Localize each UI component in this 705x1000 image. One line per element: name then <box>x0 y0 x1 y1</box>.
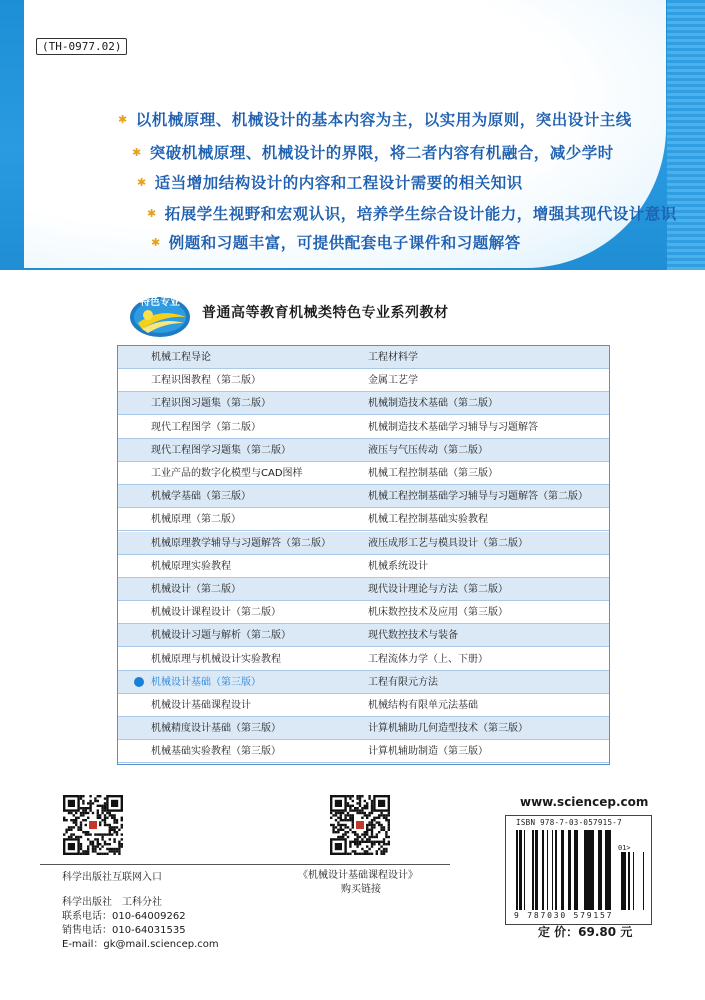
book-title-left: 工业产品的数字化模型与CAD图样 <box>151 468 303 479</box>
feature-text: 以机械原理、机械设计的基本内容为主，以实用为原则，突出设计主线 <box>135 111 632 129</box>
book-row <box>118 648 609 671</box>
book-row <box>118 671 609 694</box>
book-list-table <box>117 345 610 765</box>
isbn-text: ISBN 978-7-03-057915-7 <box>516 818 622 827</box>
feature-text: 适当增加结构设计的内容和工程设计需要的相关知识 <box>154 174 523 192</box>
book-title-left: 机械工程导论 <box>151 352 211 363</box>
book-title-left: 机械设计习题与解析（第二版） <box>151 630 291 642</box>
feature-line-3 <box>137 171 523 193</box>
book-title-left: 机械精度设计基础（第三版） <box>151 723 281 735</box>
series-logo <box>128 287 192 339</box>
qr2-caption-title: 《机械设计基础课程设计》 <box>298 870 418 881</box>
book-row <box>118 439 609 462</box>
book-row <box>118 578 609 601</box>
book-row <box>118 532 609 555</box>
star-icon: ✱ <box>137 176 147 189</box>
book-title-right: 计算机辅助几何造型技术（第三版） <box>368 723 528 735</box>
publisher-name: 科学出版社 工科分社 <box>62 897 162 908</box>
series-badge-text: 特色专业 <box>140 297 180 308</box>
series-title: 普通高等教育机械类特色专业系列教材 <box>202 305 449 321</box>
book-title-left: 现代工程图学（第二版） <box>151 421 261 433</box>
banner-stripes <box>667 0 705 270</box>
barcode-bars <box>514 830 646 912</box>
book-row <box>118 694 609 717</box>
book-title-left: 机械基础实验教程（第三版） <box>151 746 281 758</box>
star-icon: ✱ <box>147 207 157 220</box>
contact-phone: 联系电话：010-64009262 <box>62 911 186 922</box>
star-icon: ✱ <box>132 146 142 159</box>
book-row <box>118 508 609 531</box>
book-title-right: 工程材料学 <box>368 352 418 363</box>
book-title-right: 工程有限元方法 <box>368 676 438 688</box>
book-title-left: 现代工程图学习题集（第二版） <box>151 444 291 456</box>
feature-line-5 <box>151 231 521 253</box>
qr-code-purchase <box>330 795 390 855</box>
book-title-right: 机械结构有限单元法基础 <box>368 700 478 711</box>
barcode-addon-text: 01> <box>618 844 631 852</box>
website-url: www.sciencep.com <box>520 795 649 809</box>
book-title-left: 机械设计基础（第三版） <box>151 676 261 688</box>
feature-line-1 <box>118 108 632 130</box>
book-row <box>118 416 609 439</box>
book-title-left: 机械设计课程设计（第二版） <box>151 607 281 619</box>
ean-digits: 9 787030 579157 <box>514 911 614 920</box>
book-row <box>118 717 609 740</box>
contact-email: E-mail：gk@mail.sciencep.com <box>62 939 219 950</box>
feature-line-4 <box>147 202 677 224</box>
book-title-left: 工程识图教程（第二版） <box>151 375 261 387</box>
book-title-right: 液压与气压传动（第二版） <box>368 444 488 456</box>
feature-text: 例题和习题丰富，可提供配套电子课件和习题解答 <box>168 234 521 252</box>
book-row <box>118 346 609 369</box>
book-title-right: 机械工程控制基础学习辅导与习题解答（第二版） <box>368 491 588 503</box>
feature-text: 突破机械原理、机械设计的界限，将二者内容有机融合，减少学时 <box>149 144 614 162</box>
book-title-right: 机械制造技术基础学习辅导与习题解答 <box>368 421 538 433</box>
feature-line-2 <box>132 141 614 163</box>
book-title-right: 计算机辅助制造（第三版） <box>368 746 488 758</box>
book-title-left: 工程识图习题集（第二版） <box>151 398 271 410</box>
catalog-code: (TH-0977.02) <box>36 38 127 55</box>
book-title-right: 机械工程控制基础实验教程 <box>368 514 488 526</box>
book-title-left: 机械设计（第二版） <box>151 584 241 595</box>
book-title-right: 机械制造技术基础（第二版） <box>368 398 498 410</box>
book-row <box>118 485 609 508</box>
book-row <box>118 601 609 624</box>
book-title-left: 机械原理（第二版） <box>151 514 241 526</box>
book-title-left: 机械原理教学辅导与习题解答（第二版） <box>151 537 331 549</box>
book-title-right: 现代设计理论与方法（第二版） <box>368 584 508 595</box>
book-title-left: 机械学基础（第三版） <box>151 491 251 503</box>
book-title-left: 机械设计基础课程设计 <box>151 700 251 711</box>
divider-line <box>40 864 450 865</box>
book-title-right: 工程流体力学（上、下册） <box>368 653 488 665</box>
qr1-caption: 科学出版社互联网入口 <box>62 872 162 883</box>
book-row <box>118 740 609 763</box>
isbn-barcode <box>505 815 652 925</box>
star-icon: ✱ <box>151 236 161 249</box>
book-title-right: 金属工艺学 <box>368 375 418 387</box>
book-row <box>118 555 609 578</box>
qr2-caption-link: 购买链接 <box>341 884 381 895</box>
book-title-right: 机械系统设计 <box>368 560 428 572</box>
book-row <box>118 392 609 415</box>
book-title-right: 现代数控技术与装备 <box>368 630 458 642</box>
book-row <box>118 462 609 485</box>
book-row <box>118 369 609 392</box>
feature-text: 拓展学生视野和宏观认识，培养学生综合设计能力，增强其现代设计意识 <box>164 205 677 223</box>
book-title-right: 机床数控技术及应用（第三版） <box>368 607 508 619</box>
book-title-right: 机械工程控制基础（第三版） <box>368 468 498 479</box>
book-row <box>118 624 609 647</box>
book-title-right: 液压成形工艺与模具设计（第二版） <box>368 537 528 549</box>
highlight-dot-icon <box>134 677 144 687</box>
star-icon: ✱ <box>118 113 128 126</box>
book-title-left: 机械原理与机械设计实验教程 <box>151 653 281 665</box>
sales-phone: 销售电话：010-64031535 <box>62 925 186 936</box>
price-label: 定 价：69.80 元 <box>538 925 633 939</box>
qr-code-publisher <box>63 795 123 855</box>
book-title-left: 机械原理实验教程 <box>151 560 231 572</box>
